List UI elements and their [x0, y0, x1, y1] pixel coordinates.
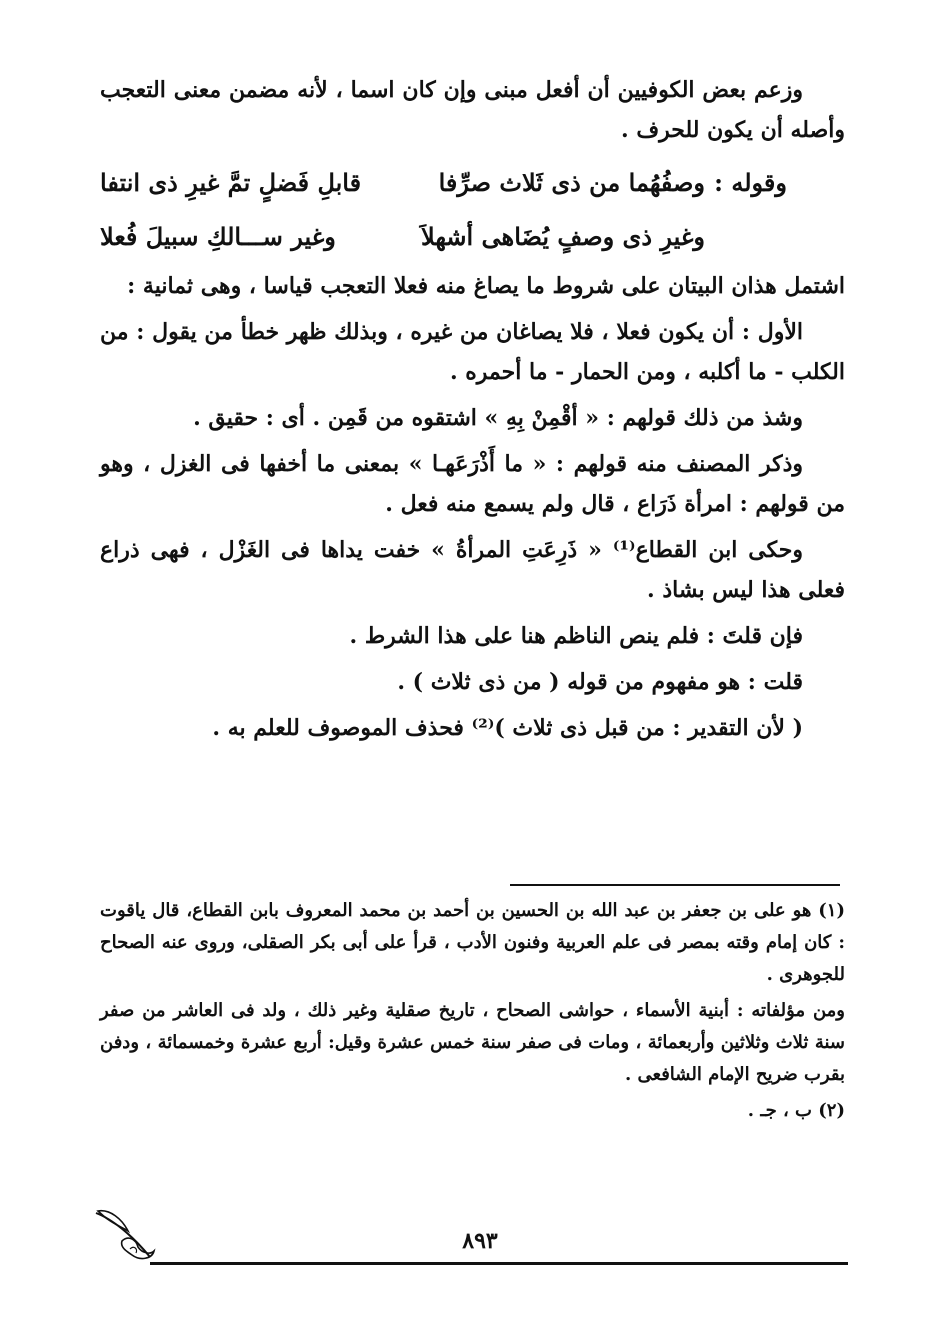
main-text [100, 70, 845, 754]
paragraph-5: وذكر المصنف منه قولهم : « ما أَذْرَعَهـا » بمعنى ما أخفها فى الغزل ، وهو من قولهم : امرأة ذَرَاع ، قال ولم يسمع منه فعل . [100, 451, 845, 517]
quill-pen-icon [92, 1205, 162, 1265]
verse-label: وقوله : [714, 168, 787, 197]
page-number: ٨٩٣ [462, 1228, 498, 1254]
verse-line-2-right: وغيرِ ذى وصفٍ يُضَاهى أشهلاَ [421, 222, 705, 251]
bottom-divider [150, 1262, 848, 1265]
footnote-1: (١) هو على بن جعفر بن عبد الله بن الحسين بن أحمد بن محمد المعروف بابن القطاع، قال ياقوت : كان إمام وقته بمصر فى علم العربية وفنون الأدب ، قرأ على أبى بكر الصقلى، وروى عنه الصحاح للجوهرى . [100, 900, 845, 985]
paragraph-4: وشذ من ذلك قولهم : « أقْمِنْ بِهِ » اشتقوه من قَمِن . أى : حقيق . [193, 405, 803, 431]
verse-line-1-left: قابلِ فَضلٍ تمَّ غيرِ ذى انتفا [100, 168, 362, 197]
paragraph-7: فإن قلتَ : فلم ينص الناظم هنا على هذا الشرط . [349, 623, 803, 649]
footnote-1-continued: ومن مؤلفاته : أبنية الأسماء ، حواشى الصحاح ، تاريخ صقلية وغير ذلك ، ولد فى العاشر من صفر سنة ثلاث وثلاثين وأربعمائة ، ومات فى صفر سنة خمس عشرة وقيل: أربع عشرة وخمسمائة ، ودفن بقرب ضريح الإمام الشافعى . [100, 1000, 845, 1085]
paragraph-6: وحكى ابن القطاع⁽¹⁾ « ذَرِعَتِ المرأةُ » خفت يداها فى الغَزْل ، فهى ذراع فعلى هذا ليس بشاذ . [100, 537, 845, 603]
paragraph-1: وزعم بعض الكوفيين أن أفعل مبنى وإن كان اسما ، لأنه مضمن معنى التعجب وأصله أن يكون للحرف . [100, 77, 845, 143]
verse-line-1-right: وصفُهُما من ذى ثَلاث صرِّفا [438, 168, 705, 197]
paragraph-3: الأول : أن يكون فعلا ، فلا يصاغان من غيره ، وبذلك ظهر خطأ من يقول : من الكلب - ما أكلبه ، ومن الحمار - ما أحمره . [100, 319, 845, 385]
paragraph-9: ( لأن التقدير : من قبل ذى ثلاث )⁽²⁾ فحذف الموصوف للعلم به . [212, 715, 803, 741]
paragraph-8: قلت : هو مفهوم من قوله ( من ذى ثلاث ) . [397, 669, 803, 695]
footnote-2: (٢) ب ، جـ . [747, 1100, 845, 1121]
paragraph-2: اشتمل هذان البيتان على شروط ما يصاغ منه فعلا التعجب قياسا ، وهى ثمانية : [127, 273, 845, 299]
verse-block [100, 156, 845, 264]
footnote-divider [510, 884, 840, 886]
footnotes [100, 895, 845, 1131]
verse-line-2-left: وغير ســـالكِ سبيلَ فُعلا [100, 222, 336, 251]
